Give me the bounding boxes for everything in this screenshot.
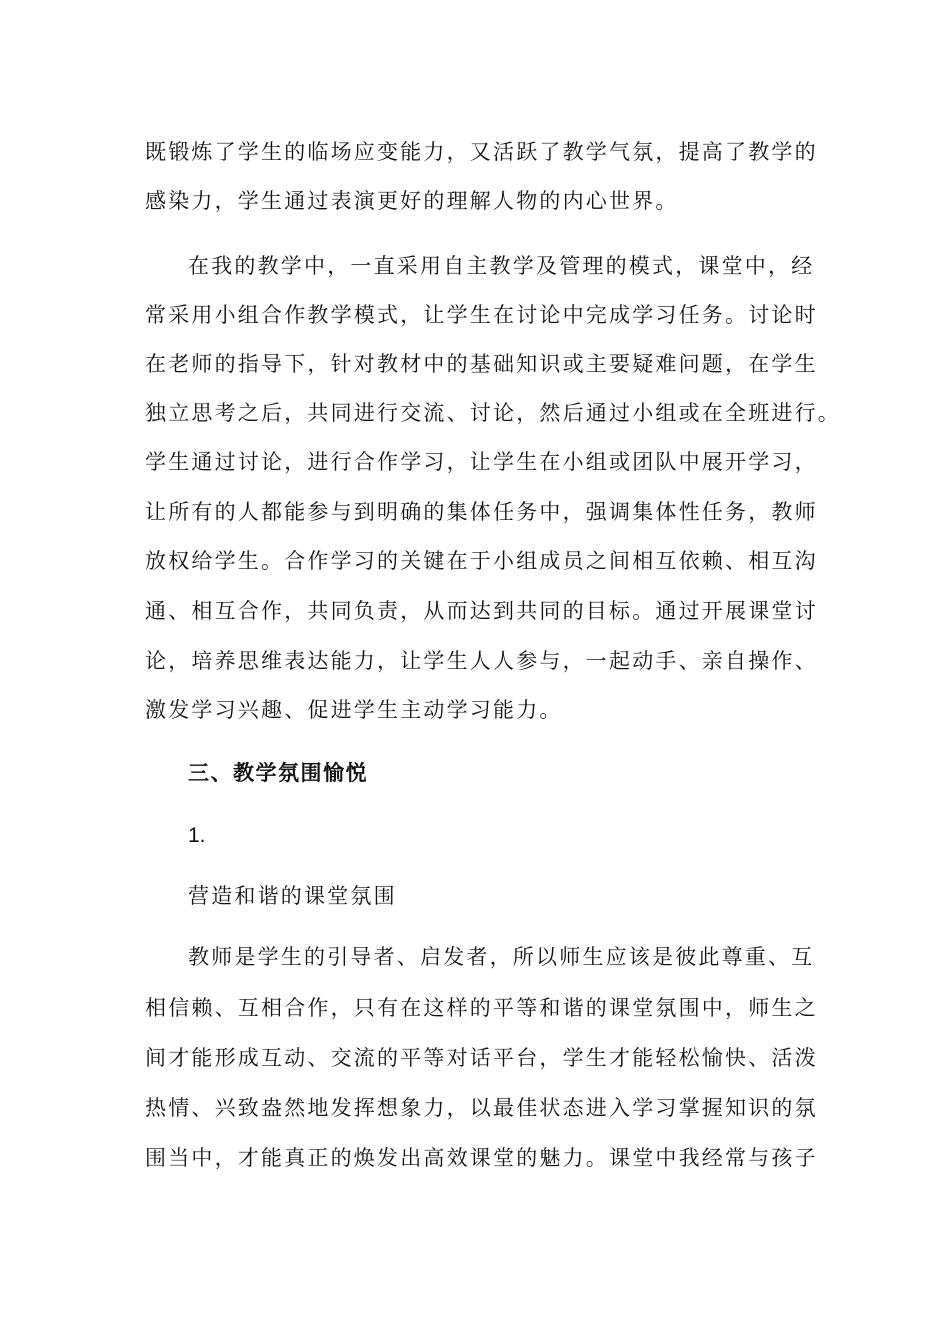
paragraph-line: 通、相互合作，共同负责，从而达到共同的目标。通过开展课堂讨 [145,599,818,623]
paragraph-line: 让所有的人都能参与到明确的集体任务中，强调集体性任务，教师 [145,500,818,524]
paragraph-line: 感染力，学生通过表演更好的理解人物的内心世界。 [145,189,679,213]
paragraph-line: 激发学习兴趣、促进学生主动学习能力。 [145,698,563,722]
paragraph-line: 常采用小组合作教学模式，让学生在讨论中完成学习任务。讨论时 [145,303,818,327]
paragraph-line: 在老师的指导下，针对教材中的基础知识或主要疑难问题，在学生 [145,352,818,376]
paragraph-line: 既锻炼了学生的临场应变能力，又活跃了教学气氛，提高了教学的 [145,140,818,164]
subheading: 营造和谐的课堂氛围 [188,884,397,908]
item-number: 1. [188,824,206,847]
paragraph-line: 间才能形成互动、交流的平等对话平台，学生才能轻松愉快、活泼 [145,1046,818,1070]
paragraph-line: 热情、兴致盎然地发挥想象力，以最佳状态进入学习掌握知识的氛 [145,1096,818,1120]
paragraph-line: 论，培养思维表达能力，让学生人人参与，一起动手、亲自操作、 [145,649,818,673]
paragraph-line: 独立思考之后，共同进行交流、讨论，然后通过小组或在全班进行。 [145,401,841,425]
section-heading: 三、教学氛围愉悦 [188,760,368,785]
paragraph-line: 相信赖、互相合作，只有在这样的平等和谐的课堂氛围中，师生之 [145,996,818,1020]
paragraph-line: 学生通过讨论，进行合作学习，让学生在小组或团队中展开学习， [145,450,818,474]
paragraph-line: 围当中，才能真正的焕发出高效课堂的魅力。课堂中我经常与孩子 [145,1146,818,1170]
paragraph-line: 在我的教学中，一直采用自主教学及管理的模式，课堂中，经 [188,254,815,278]
paragraph-line: 放权给学生。合作学习的关键在于小组成员之间相互依赖、相互沟 [145,549,818,573]
paragraph-line: 教师是学生的引导者、启发者，所以师生应该是彼此尊重、互 [188,945,815,969]
